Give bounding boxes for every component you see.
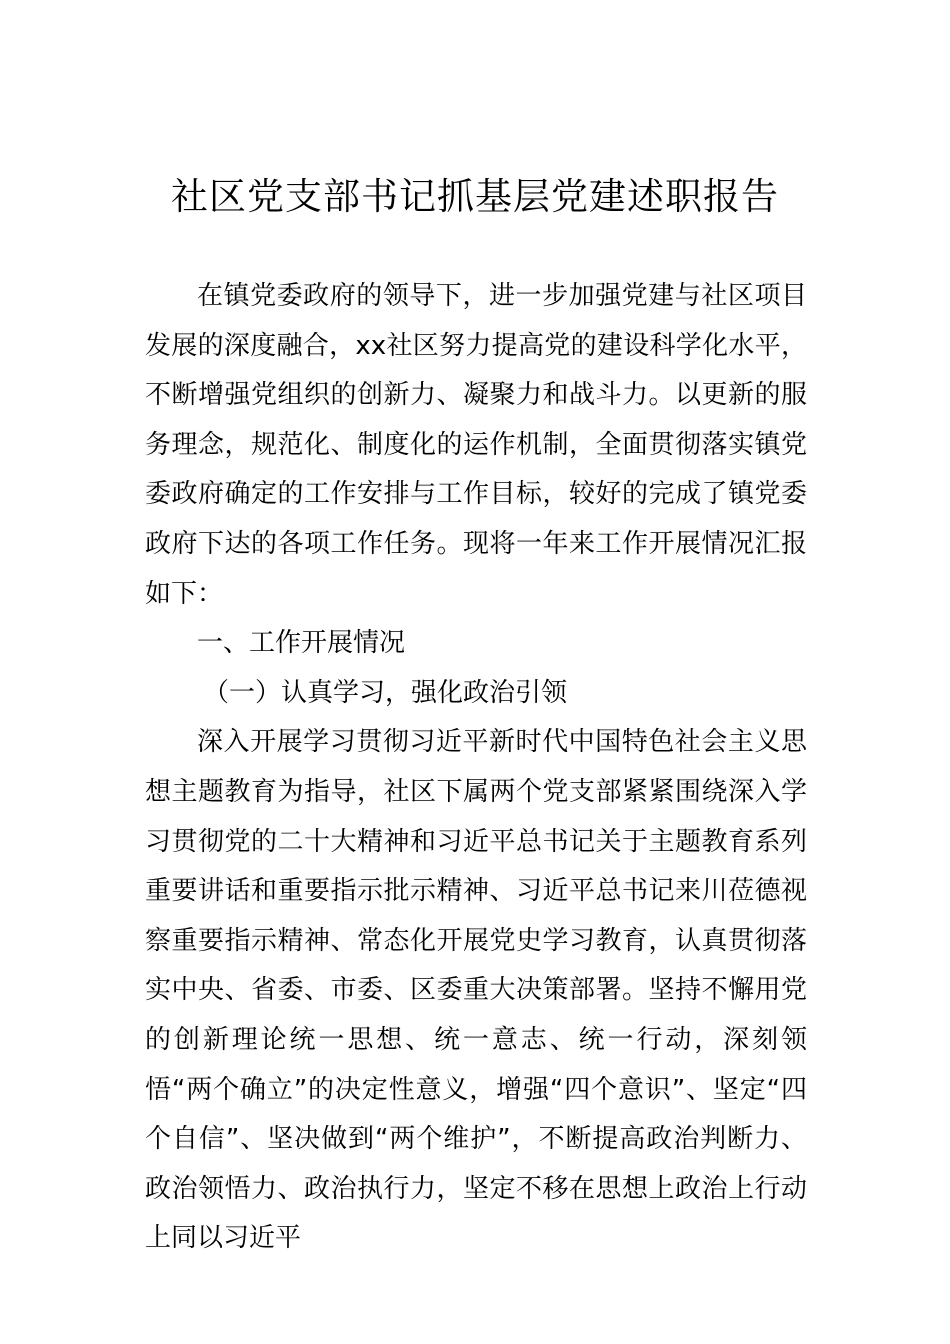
body-paragraph: 深入开展学习贯彻习近平新时代中国特色社会主义思想主题教育为指导，社区下属两个党支部紧紧围绕深入学习贯彻党的二十大精神和习近平总书记关于主题教育系列重要讲话和重要指示批示精神、习近平总书记来川莅德视察重要指示精神、常态化开展党史学习教育，认真贯彻落实中央、省委、市委、区委重大决策部署。坚持不懈用党的创新理论统一思想、统一意志、统一行动，深刻领悟“两个确立”的决定性意义，增强“四个意识”、坚定“四个自信”、坚决做到“两个维护”，不断提高政治判断力、政治领悟力、政治执行力，坚定不移在思想上政治上行动上同以习近平 <box>145 727 807 1254</box>
document-body <box>145 272 807 1264</box>
document-title: 社区党支部书记抓基层党建述职报告 <box>171 175 779 218</box>
subsection-heading: （一）认真学习，强化政治引领 <box>203 677 568 708</box>
intro-paragraph: 在镇党委政府的领导下，进一步加强党建与社区项目发展的深度融合，xx社区努力提高党的建设科学化水平，不断增强党组织的创新力、凝聚力和战斗力。以更新的服务理念，规范化、制度化的运作机制，全面贯彻落实镇党委政府确定的工作安排与工作目标，较好的完成了镇党委政府下达的各项工作任务。现将一年来工作开展情况汇报如下： <box>145 281 807 609</box>
section-heading: 一、工作开展情况 <box>197 628 406 659</box>
